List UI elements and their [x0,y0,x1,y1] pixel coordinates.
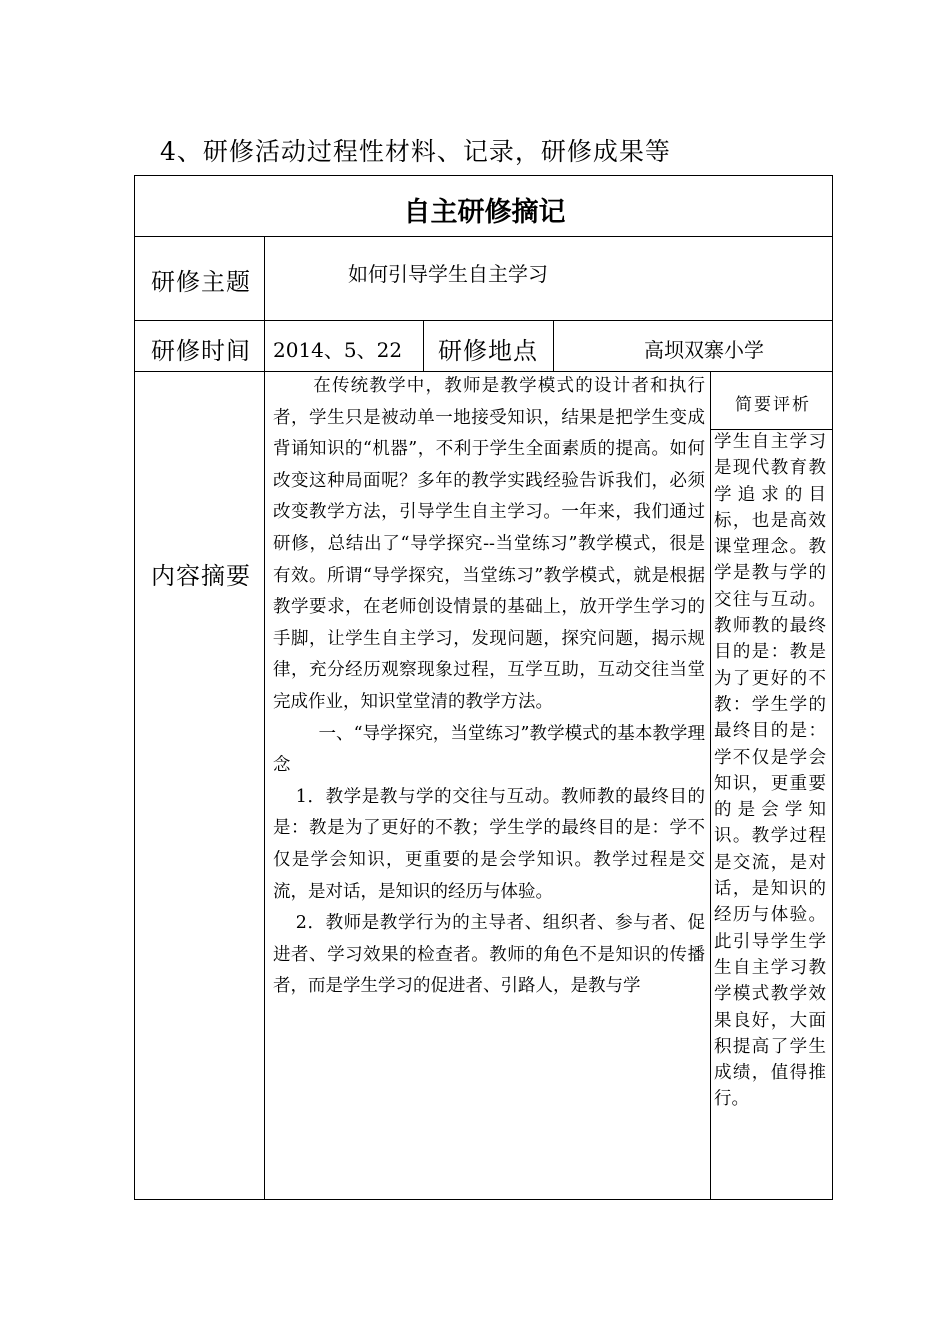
content-summary [273,371,705,1003]
column-divider [423,320,424,371]
content-label: 内容摘要 [151,562,251,590]
content-paragraph: 1．教学是教与学的交往与互动。教师教的最终目的是：教是为了更好的不教；学生学的最终目的是：学不仅是学会知识，更重要的是会学知识。教学过程是交流，是对话，是知识的经历与体验。 [273,786,705,902]
row-divider [135,320,832,321]
topic-value: 如何引导学生自主学习 [348,262,548,286]
topic-label: 研修主题 [151,268,251,296]
content-paragraph: 2．教师是教学行为的主导者、组织者、参与者、促进者、学习效果的检查者。教师的角色不是知识的传播者，而是学生学习的促进者、引路人，是教与学 [273,913,705,997]
column-divider [710,371,711,1199]
place-value: 高坝双寨小学 [644,338,764,362]
time-label: 研修时间 [151,337,251,365]
comment-label: 简要评析 [735,395,811,415]
section-heading: 4、研修活动过程性材料、记录，研修成果等 [160,137,671,166]
place-label: 研修地点 [438,337,538,365]
comment-text: 学生自主学习是现代教育教学追求的目标，也是高效课堂理念。教学是教与学的交往与互动。教师教的最终目的是：教是为了更好的不教：学生学的最终目的是：学不仅是学会知识，更重要的是会学知识。教学过程是交流，是对话，是知识的经历与体验。此引导学生学生自主学习教学模式教学效果良好，大面积提高了学生成绩，值得推行。 [714,432,826,1110]
content-paragraph: 在传统教学中，教师是教学模式的设计者和执行者，学生只是被动单一地接受知识，结果是把学生变成背诵知识的“机器”，不利于学生全面素质的提高。如何改变这种局面呢？多年的教学实践经验告诉我们，必须改变教学方法，引导学生自主学习。一年来，我们通过研修，总结出了“导学探究--当堂练习”教学模式，很是有效。所谓“导学探究，当堂练习”教学模式，就是根据教学要求，在老师创设情景的基础上，放开学生学习的手脚，让学生自主学习，发现问题，探究问题，揭示规律，充分经历观察现象过程，互学互助，互动交往当堂完成作业，知识堂堂清的教学方法。 [273,376,705,712]
study-notes-table [134,175,833,1200]
row-divider [135,236,832,237]
time-value: 2014、5、22 [273,338,403,362]
table-title: 自主研修摘记 [403,197,566,228]
column-divider [553,320,554,371]
content-paragraph: 一、“导学探究，当堂练习”教学模式的基本教学理念 [273,723,705,776]
column-divider [264,236,265,1199]
